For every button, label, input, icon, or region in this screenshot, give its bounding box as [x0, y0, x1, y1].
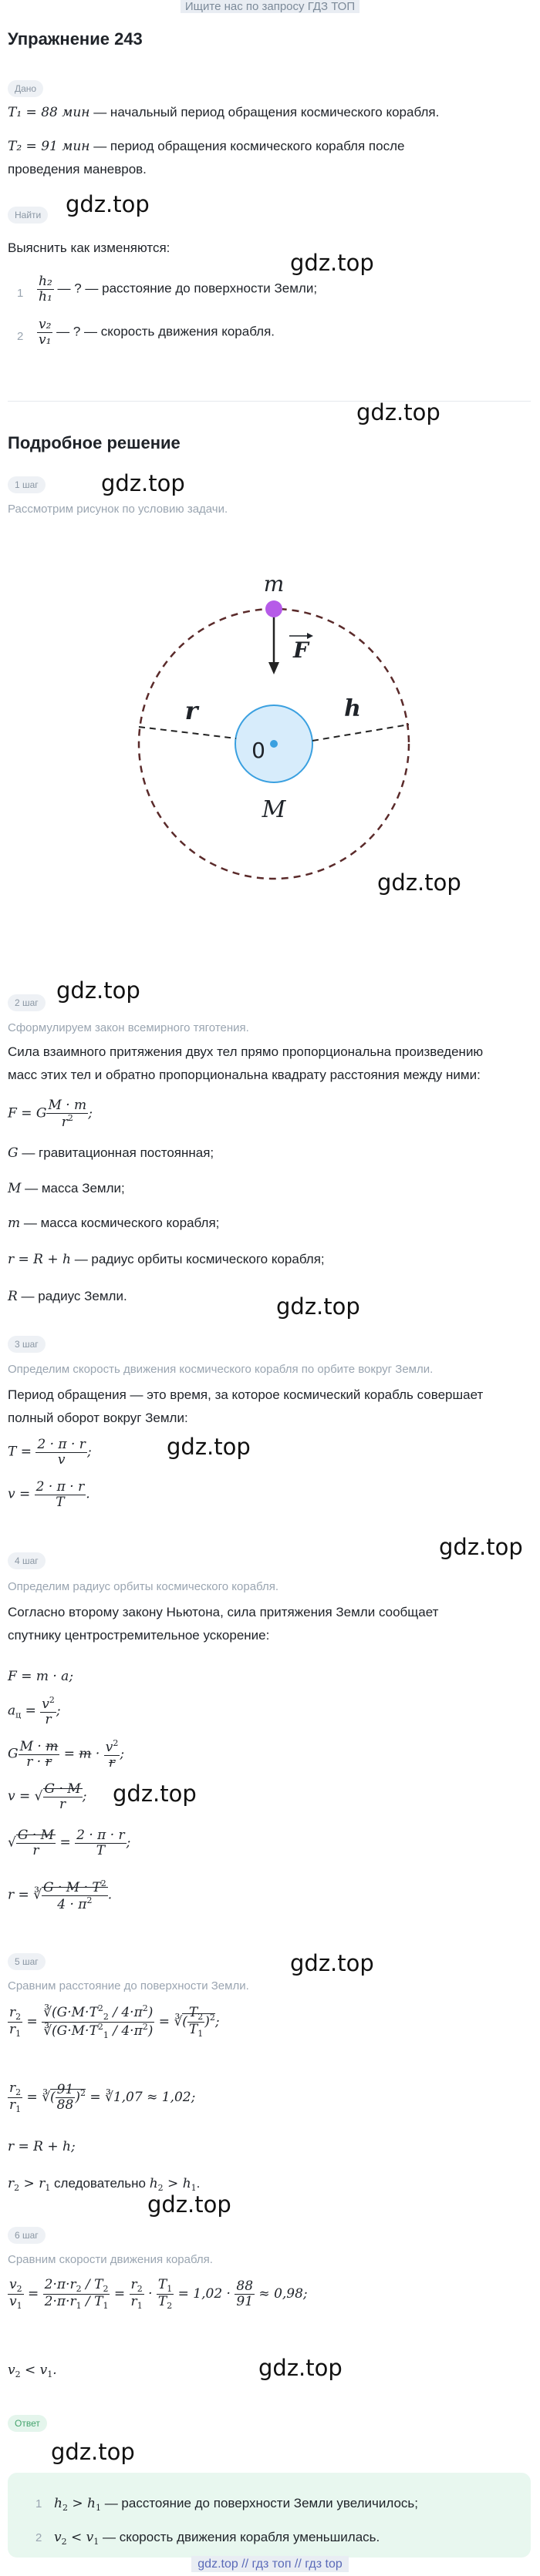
step6-pill: 6 шаг — [8, 2227, 46, 2244]
step3-p2: полный оборот вокруг Земли: — [8, 1411, 188, 1425]
watermark: gdz.top — [56, 977, 140, 1004]
watermark: gdz.top — [101, 470, 185, 496]
find-pill: Найти — [8, 207, 48, 224]
find-item-2-idx: 2 — [17, 330, 24, 343]
frac-num: v₂ — [39, 317, 52, 332]
watermark: gdz.top — [51, 2439, 135, 2465]
answer-1-text: — расстояние до поверхности Земли увеличилось; — [100, 2496, 418, 2510]
step5-desc: Сравним расстояние до поверхности Земли. — [8, 1979, 249, 1993]
step2-p2: масс этих тел и обратно пропорциональна квадрату расстояния между ними: — [8, 1068, 481, 1082]
velocity-formula: v = $\frac{2 \cdot \pi \cdot r}{T}$ . — [8, 1479, 90, 1510]
orbit-figure — [116, 559, 440, 913]
given-t1 — [8, 105, 439, 120]
accel-formula: $a_ц$ = $\frac{v^2}{r}$ ; — [8, 1695, 61, 1727]
step5-r-line: r = R + h; — [8, 2139, 76, 2154]
force-arrow-head — [268, 662, 279, 674]
step4-p2: спутнику центростремительное ускорение: — [8, 1628, 270, 1643]
step4-pill: 4 шаг — [8, 1552, 46, 1569]
given-t2-text: — период обращения космического корабля после — [89, 139, 405, 153]
step5-compare: $r_2 > r_1$ следовательно $h_2 > h_1$. — [8, 2176, 201, 2193]
label-o: 0 — [251, 738, 265, 763]
answer-2: $v_2 < v_1$ — скорость движения корабля уменьшилась. — [54, 2530, 380, 2547]
step5-pill: 5 шаг — [8, 1953, 46, 1970]
step3-p1: Период обращения — это время, за которое космический корабль совершает — [8, 1387, 484, 1402]
label-h: h — [344, 695, 361, 722]
frac-den: h₁ — [39, 288, 52, 304]
divider — [8, 401, 531, 402]
ratio-r-value: ≈ 1,02; — [147, 2090, 196, 2106]
step2-R-text: — радиус Земли. — [17, 1289, 127, 1303]
step1-desc: Рассмотрим рисунок по условию задачи. — [8, 503, 228, 516]
find-item-2-frac — [37, 318, 52, 347]
step2-r: r = R + h — радиус орбиты космического корабля; — [8, 1252, 325, 1267]
find-item-2-text: — ? — скорость движения корабля. — [52, 324, 275, 339]
answer-pill: Ответ — [8, 2415, 47, 2432]
find-item-2 — [37, 318, 275, 347]
detail-title: Подробное решение — [8, 433, 181, 452]
watermark: gdz.top — [113, 1781, 197, 1807]
watermark: gdz.top — [356, 399, 440, 425]
label-m: m — [263, 571, 285, 597]
step1-pill: 1 шаг — [8, 476, 46, 493]
ratio-v-formula: $\frac{v_2}{v_1}$ = $\frac{2\cdot\pi\cdot r_2 / T_2}{2\cdot\pi\cdot r_1 / T_1}$ = $\frac{r_2}{r_1}$ · $\frac{T_1}{T_2}$ = 1,02 · $\frac{88}{91}$ ≈ 0,98; — [9, 2277, 308, 2312]
top-banner — [0, 0, 540, 14]
top-banner-text: Ищите нас по запросу ГДЗ ТОП — [181, 0, 359, 13]
earth-center — [270, 740, 278, 748]
step2-m-text: — масса космического корабля; — [20, 1216, 220, 1230]
label-r: r — [184, 696, 198, 725]
given-t2-expr: T₂ = 91 мин — [8, 139, 90, 154]
r-cbrt-formula: r = ∛ $\frac{G \cdot M \cdot T^2}{4 \cdot \pi^2}$ . — [8, 1878, 113, 1912]
find-item-1 — [37, 274, 317, 304]
altitude-h-line — [312, 725, 409, 741]
frac-num: h₂ — [39, 274, 52, 289]
label-F: F — [293, 637, 309, 663]
step6-desc: Сравним скорости движения корабля. — [8, 2253, 213, 2266]
step2-r-text: — радиус орбиты космического корабля; — [70, 1252, 325, 1266]
frac-den: v₁ — [39, 331, 52, 348]
answer-2-text: — скорость движения корабля уменьшилась. — [99, 2530, 380, 2544]
given-t2 — [8, 139, 404, 154]
step2-R: R — радиус Земли. — [8, 1289, 127, 1304]
newton-formula: F = m · a; — [8, 1669, 74, 1684]
watermark: gdz.top — [290, 250, 374, 276]
ratio-v-value: ≈ 0,98; — [258, 2286, 308, 2302]
find-intro: Выяснить как изменяются: — [8, 240, 170, 255]
given-pill: Дано — [8, 80, 43, 97]
step2-pill: 2 шаг — [8, 994, 46, 1011]
step5-compare-text: следовательно — [50, 2176, 150, 2191]
find-item-1-text: — ? — расстояние до поверхности Земли; — [53, 281, 318, 296]
step3-desc: Определим скорость движения космического корабля по орбите вокруг Земли. — [8, 1363, 434, 1376]
given-t2-cont: проведения маневров. — [8, 162, 147, 177]
radius-r-line — [139, 727, 236, 738]
ratio-r-numeric: $\frac{r_2}{r_1}$ = ∛( $\frac{91}{88}$ )$^2$ = ∛1,07 ≈ 1,02; — [9, 2080, 196, 2115]
satellite-dot — [265, 600, 282, 617]
step2-M: M — масса Земли; — [8, 1181, 125, 1196]
step4-desc: Определим радиус орбиты космического корабля. — [8, 1580, 279, 1593]
answer-1: $h_2 > h_1$ — расстояние до поверхности Земли увеличилось; — [54, 2496, 418, 2513]
ratio-r-formula: $\frac{r_2}{r_1}$ = $\frac{∛(G\cdot M\cdot T^2_2 / 4\cdot\pi^2)}{∛(G\cdot M\cdot T^2_1 / 4\cdot\pi^2)}$ = ∛( $\frac{T_2}{T_1}$ )$^2$; — [9, 2003, 220, 2041]
step2-g-text: — гравитационная постоянная; — [18, 1145, 214, 1160]
v-sqrt-formula: v = √ $\frac{G \cdot M}{r}$ ; — [8, 1781, 87, 1812]
given-t1-expr: T₁ = 88 мин — [8, 105, 90, 120]
given-t1-text: — начальный период обращения космического корабля. — [89, 105, 440, 119]
answer-2-idx: 2 — [35, 2531, 42, 2544]
watermark: gdz.top — [439, 1534, 523, 1560]
answer-1-idx: 1 — [35, 2497, 42, 2510]
find-item-1-frac — [37, 274, 54, 304]
step3-pill: 3 шаг — [8, 1336, 46, 1353]
period-formula: T = $\frac{2 \cdot \pi \cdot r}{v}$ ; — [8, 1437, 92, 1468]
watermark: gdz.top — [290, 1950, 374, 1976]
step4-p1: Согласно второму закону Ньютона, сила притяжения Земли сообщает — [8, 1605, 439, 1619]
step2-m: m — масса космического корабля; — [8, 1216, 220, 1231]
v-compare: $v_2 < v_1$. — [8, 2362, 57, 2379]
step2-p1: Сила взаимного притяжения двух тел прямо пропорциональна произведению — [8, 1044, 484, 1059]
equate-formula: G $\frac{M \cdot m}{r \cdot r}$ = m · $\frac{v^2}{r}$ ; — [8, 1738, 125, 1771]
watermark: gdz.top — [167, 1434, 251, 1460]
watermark: gdz.top — [66, 191, 150, 217]
footer — [0, 2558, 540, 2576]
footer-text: gdz.top // гдз топ // гдз top — [191, 2556, 348, 2572]
watermark: gdz.top — [147, 2191, 231, 2218]
step2-g: G — гравитационная постоянная; — [8, 1145, 214, 1161]
watermark: gdz.top — [377, 869, 461, 896]
sqrt-equal-formula: √ $\frac{G \cdot M}{r}$ = $\frac{2 \cdot \pi \cdot r}{T}$ ; — [8, 1828, 131, 1858]
watermark: gdz.top — [258, 2355, 343, 2381]
label-M: M — [262, 796, 286, 823]
find-item-1-idx: 1 — [17, 287, 24, 300]
page-title: Упражнение 243 — [8, 29, 143, 49]
step2-desc: Сформулируем закон всемирного тяготения. — [8, 1021, 249, 1034]
gravity-formula: F = G $\frac{M \cdot m}{r^2}$ ; — [8, 1098, 93, 1130]
watermark: gdz.top — [276, 1293, 360, 1320]
step2-M-text: — масса Земли; — [21, 1181, 125, 1196]
